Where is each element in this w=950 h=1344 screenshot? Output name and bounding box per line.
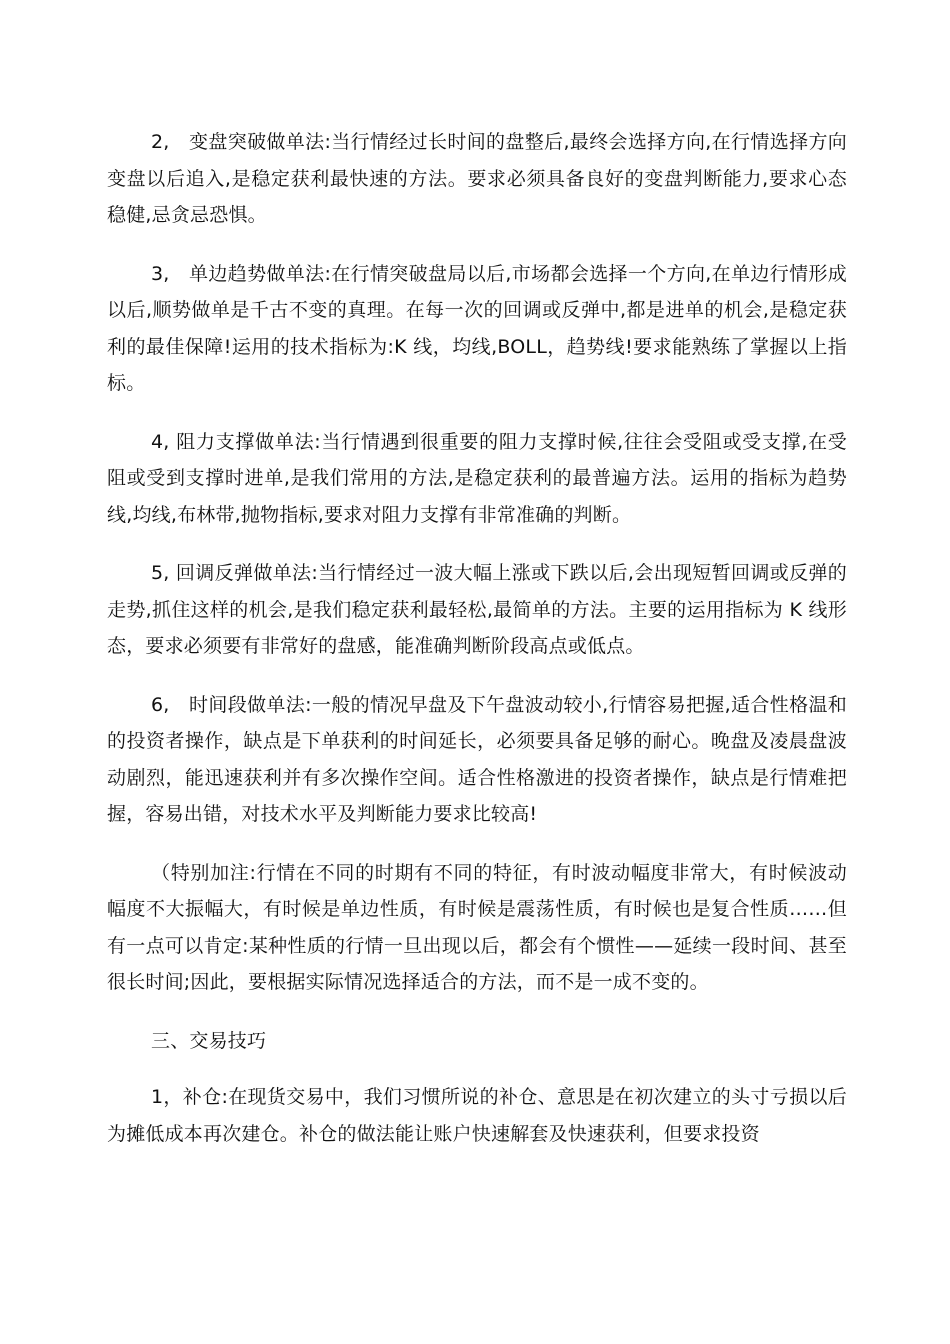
paragraph-change-breakout: 2, 变盘突破做单法:当行情经过长时间的盘整后,最终会选择方向,在行情选择方向变盘以后追入,是稳定获利最快速的方法。要求必须具备良好的变盘判断能力,要求心态稳健,忌贪忌恐惧。 — [107, 131, 847, 226]
paragraph-time-period: 6, 时间段做单法:一般的情况早盘及下午盘波动较小,行情容易把握,适合性格温和的投资者操作，缺点是下单获利的时间延长，必须要具备足够的耐心。晚盘及凌晨盘波动剧烈，能迅速获利并有多次操作空间。适合性格激进的投资者操作，缺点是行情难把握，容易出错，对技术水平及判断能力要求比较高! — [107, 693, 847, 825]
paragraph-support-resistance: 4, 阻力支撑做单法:当行情遇到很重要的阻力支撑时候,往往会受阻或受支撑,在受阻或受到支撑时进单,是我们常用的方法,是稳定获利的最普遍方法。运用的指标为趋势线,均线,布林带,抛物指标,要求对阻力支撑有非常准确的判断。 — [107, 430, 847, 526]
paragraph-special-note: （特别加注:行情在不同的时期有不同的特征，有时波动幅度非常大，有时候波动幅度不大振幅大，有时候是单边性质，有时候是震荡性质，有时候也是复合性质……但有一点可以肯定:某种性质的行情一旦出现以后，都会有个惯性——延续一段时间、甚至很长时间;因此，要根据实际情况选择适合的方法，而不是一成不变的。 — [107, 861, 847, 993]
paragraph-pullback-rebound: 5, 回调反弹做单法:当行情经过一波大幅上涨或下跌以后,会出现短暂回调或反弹的走势,抓住这样的机会,是我们稳定获利最轻松,最简单的方法。主要的运用指标为 K 线形态，要求必须要有非常好的盘感，能准确判断阶段高点或低点。 — [107, 562, 847, 657]
paragraph-averaging-down: 1，补仓:在现货交易中，我们习惯所说的补仓、意思是在初次建立的头寸亏损以后为摊低成本再次建仓。补仓的做法能让账户快速解套及快速获利，但要求投资 — [107, 1086, 847, 1145]
section-heading-trading-skills: 三、交易技巧 — [151, 1029, 267, 1052]
paragraph-trend-following: 3, 单边趋势做单法:在行情突破盘局以后,市场都会选择一个方向,在单边行情形成以后,顺势做单是千古不变的真理。在每一次的回调或反弹中,都是进单的机会,是稳定获利的最佳保障!运用的技术指标为:K 线，均线,BOLL，趋势线!要求能熟练了掌握以上指标。 — [107, 262, 847, 394]
document-body — [107, 124, 847, 1174]
